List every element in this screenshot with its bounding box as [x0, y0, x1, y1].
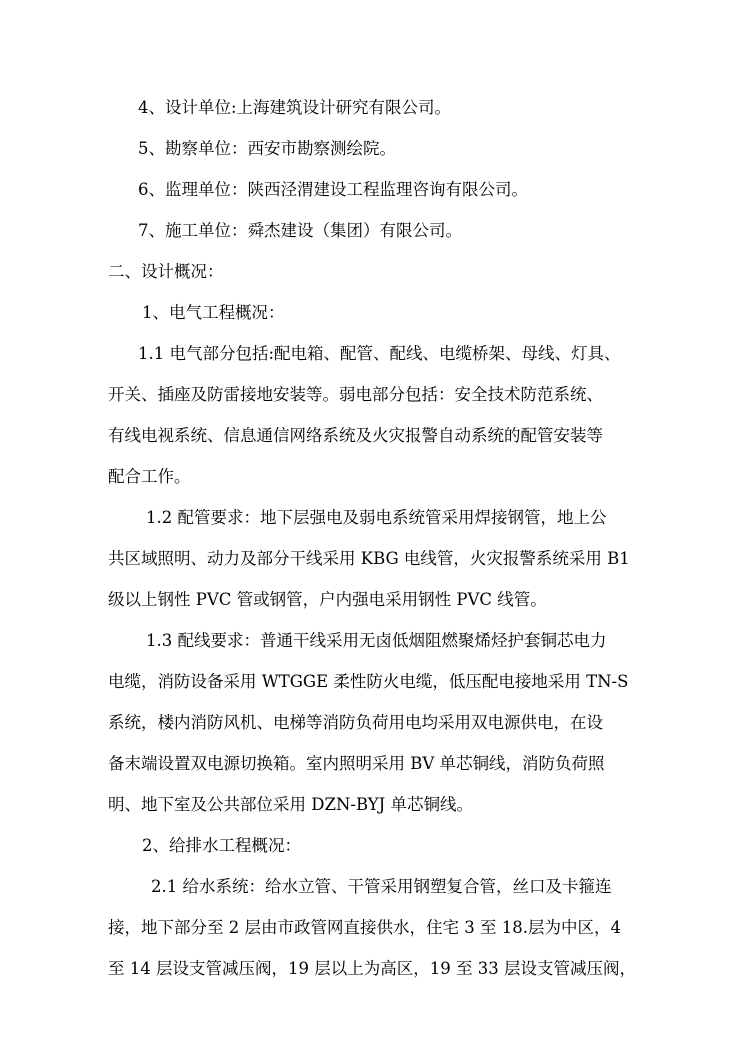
para-1-3-line: 1.3 配线要求：普通干线采用无卤低烟阻燃聚烯烃护套铜芯电力: [146, 631, 607, 650]
para-1-3-line: 电缆，消防设备采用 WTGGE 柔性防火电缆，低压配电接地采用 TN-S: [108, 672, 629, 691]
para-2-1-line: 2.1 给水系统：给水立管、干管采用钢塑复合管，丝口及卡箍连: [151, 877, 612, 896]
para-1-1-line: 配合工作。: [108, 467, 191, 486]
para-1-2-line: 共区域照明、动力及部分干线采用 KBG 电线管，火灾报警系统采用 B1: [108, 549, 630, 568]
para-1-1-line: 有线电视系统、信息通信网络系统及火灾报警自动系统的配管安装等: [108, 426, 603, 445]
para-1-1-line: 1.1 电气部分包括:配电箱、配管、配线、电缆桥架、母线、灯具、: [138, 344, 621, 363]
para-1-3-line: 系统，楼内消防风机、电梯等消防负荷用电均采用双电源供电，在设: [108, 713, 603, 732]
para-1-1-line: 开关、插座及防雷接地安装等。弱电部分包括：安全技术防范系统、: [108, 385, 603, 404]
para-2-1-line: 至 14 层设支管减压阀，19 层以上为高区，19 至 33 层设支管减压阀，: [108, 959, 636, 978]
para-1-2-line: 1.2 配管要求：地下层强电及弱电系统管采用焊接钢管，地上公: [146, 508, 607, 527]
item-design-unit: 4、设计单位:上海建筑设计研究有限公司。: [138, 98, 452, 117]
para-1-2-line: 级以上钢性 PVC 管或钢管，户内强电采用钢性 PVC 线管。: [108, 590, 547, 609]
para-1-3-line: 明、地下室及公共部位采用 DZN-BYJ 单芯铜线。: [108, 795, 474, 814]
sub-heading-electrical: 1、电气工程概况：: [142, 303, 285, 322]
para-2-1-line: 接，地下部分至 2 层由市政管网直接供水，住宅 3 至 18.层为中区，4: [108, 918, 621, 937]
section-heading-design-overview: 二、设计概况：: [108, 262, 224, 281]
item-construction-unit: 7、施工单位：舜杰建设（集团）有限公司。: [138, 221, 462, 240]
sub-heading-plumbing: 2、给排水工程概况：: [142, 836, 301, 855]
item-survey-unit: 5、勘察单位：西安市勘察测绘院。: [138, 139, 396, 158]
item-supervision-unit: 6、监理单位：陕西泾渭建设工程监理咨询有限公司。: [138, 180, 528, 199]
para-1-3-line: 备末端设置双电源切换箱。室内照明采用 BV 单芯铜线，消防负荷照: [108, 754, 605, 773]
